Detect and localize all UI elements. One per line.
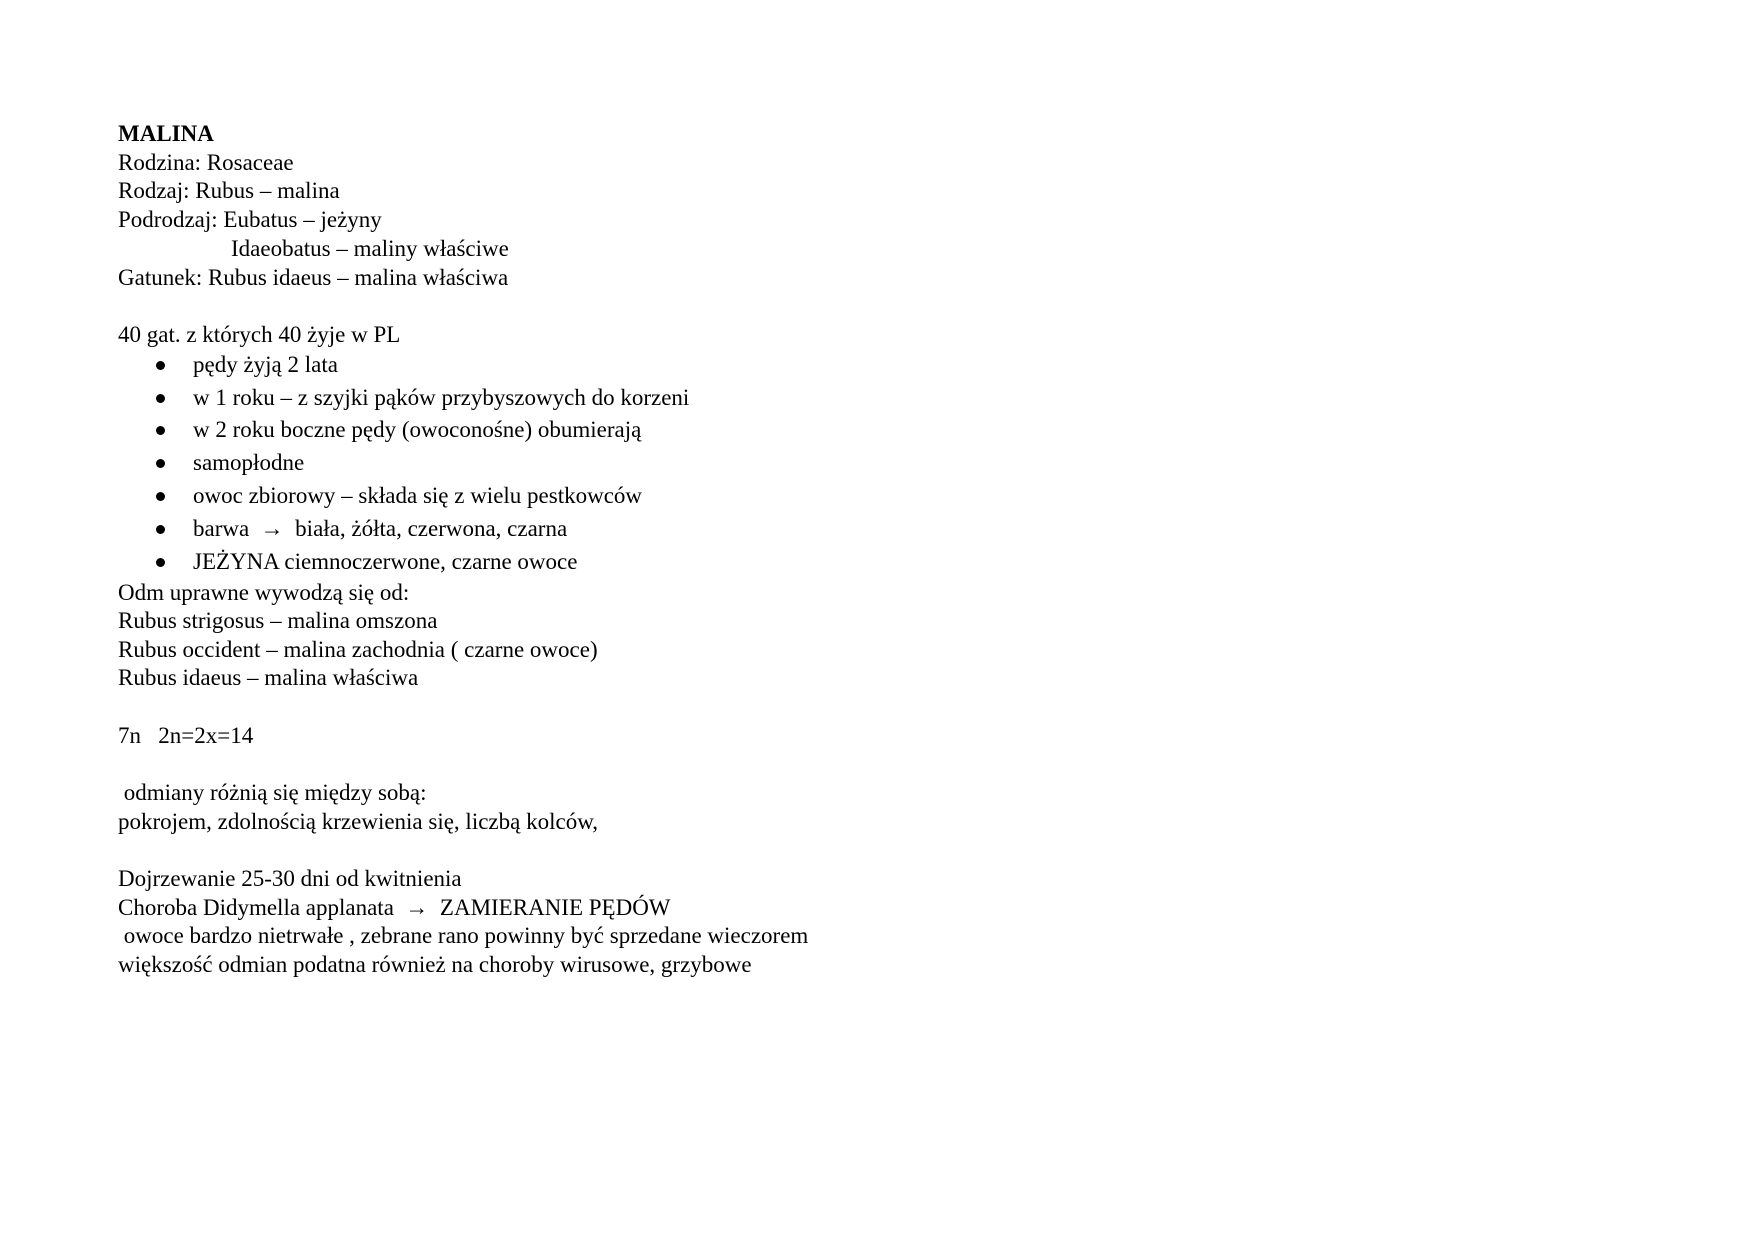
list-item-text: JEŻYNA ciemnoczerwone, czarne owoce xyxy=(193,549,578,574)
origin-heading: Odm uprawne wywodzą się od: xyxy=(118,580,410,605)
list-item xyxy=(118,547,578,577)
list-item-text: w 1 roku – z szyjki pąków przybyszowych do korzeni xyxy=(193,385,690,410)
bullet-icon xyxy=(156,426,165,435)
list-item xyxy=(118,350,338,380)
note-line: owoce bardzo nietrwałe , zebrane rano powinny być sprzedane wieczorem xyxy=(118,923,809,948)
list-item-text: owoc zbiorowy – składa się z wielu pestkowców xyxy=(193,483,643,508)
bullet-icon xyxy=(156,525,165,534)
note-line: Choroba Didymella applanata → ZAMIERANIE PĘDÓW xyxy=(118,895,671,920)
chromosome-line: 7n 2n=2x=14 xyxy=(118,723,254,748)
subgenus-line-2: Idaeobatus – maliny właściwe xyxy=(231,236,509,261)
origin-item: Rubus strigosus – malina omszona xyxy=(118,608,438,633)
list-item xyxy=(118,481,643,511)
origin-item: Rubus occident – malina zachodnia ( czarne owoce) xyxy=(118,637,598,662)
list-item-text: w 2 roku boczne pędy (owoconośne) obumierają xyxy=(193,417,642,442)
species-line: Gatunek: Rubus idaeus – malina właściwa xyxy=(118,265,509,290)
note-line: większość odmian podatna również na choroby wirusowe, grzybowe xyxy=(118,952,752,977)
list-item xyxy=(118,415,642,445)
document-title: MALINA xyxy=(118,121,214,146)
origin-item: Rubus idaeus – malina właściwa xyxy=(118,665,419,690)
bullet-icon xyxy=(156,558,165,567)
species-count-line: 40 gat. z których 40 żyje w PL xyxy=(118,322,401,347)
subgenus-line: Podrodzaj: Eubatus – jeżyny xyxy=(118,207,382,232)
bullet-icon xyxy=(156,459,165,468)
list-item-text: samopłodne xyxy=(193,450,305,475)
bullet-icon xyxy=(156,394,165,403)
list-item xyxy=(118,448,305,478)
list-item xyxy=(118,383,690,413)
family-line: Rodzina: Rosaceae xyxy=(118,150,294,175)
note-line: Dojrzewanie 25-30 dni od kwitnienia xyxy=(118,866,462,891)
varieties-text: pokrojem, zdolnością krzewienia się, liczbą kolców, xyxy=(118,809,599,834)
genus-line: Rodzaj: Rubus – malina xyxy=(118,178,340,203)
bullet-icon xyxy=(156,492,165,501)
list-item xyxy=(118,514,568,544)
bullet-icon xyxy=(156,361,165,370)
varieties-heading: odmiany różnią się między sobą: xyxy=(118,780,427,805)
list-item-text: barwa → biała, żółta, czerwona, czarna xyxy=(193,516,568,541)
list-item-text: pędy żyją 2 lata xyxy=(193,352,338,377)
